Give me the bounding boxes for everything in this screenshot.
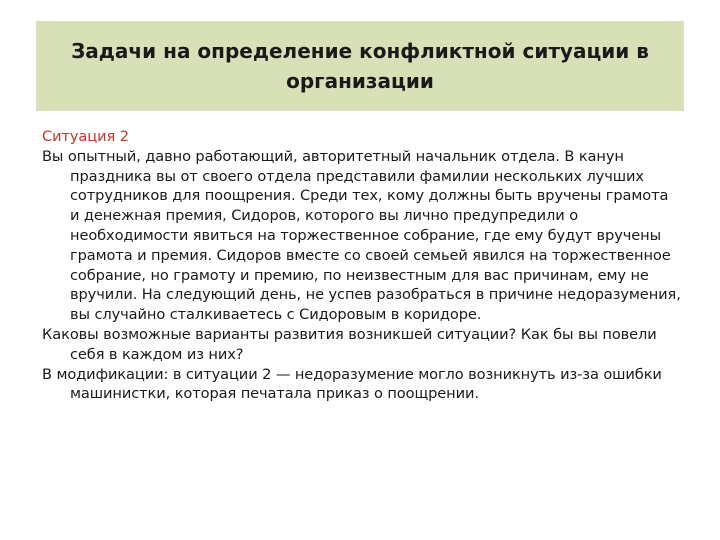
situation-description: Вы опытный, давно работающий, авторитетный начальник отдела. В канун праздника вы от своего отдела представили фамилии нескольких лучших сотрудников для поощрения. Среди тех, кому должны быть вручены грамота и денежная премия, Сидоров, которого вы лично предупредили о необходимости явиться на торжественное собрание, где ему будут вручены грамота и премия. Сидоров вместе со своей семьей явился на торжественное собрание, но грамоту и премию, по неизвестным для вас причинам, ему не вручили. На следующий день, не успев разобраться в причине недоразумения, вы случайно сталкиваетесь с Сидоровым в коридоре. — [42, 147, 681, 324]
situation-label: Ситуация 2 — [42, 128, 129, 145]
title-banner — [36, 21, 684, 111]
modification-note: В модификации: в ситуации 2 — недоразумение могло возникнуть из-за ошибки машинистки, которая печатала приказ о поощрении. — [42, 365, 662, 403]
discussion-question: Каковы возможные варианты развития возникшей ситуации? Как бы вы повели себя в каждом из них? — [42, 325, 657, 363]
slide-body — [42, 127, 682, 404]
slide-title: Задачи на определение конфликтной ситуации в организации — [71, 39, 649, 93]
